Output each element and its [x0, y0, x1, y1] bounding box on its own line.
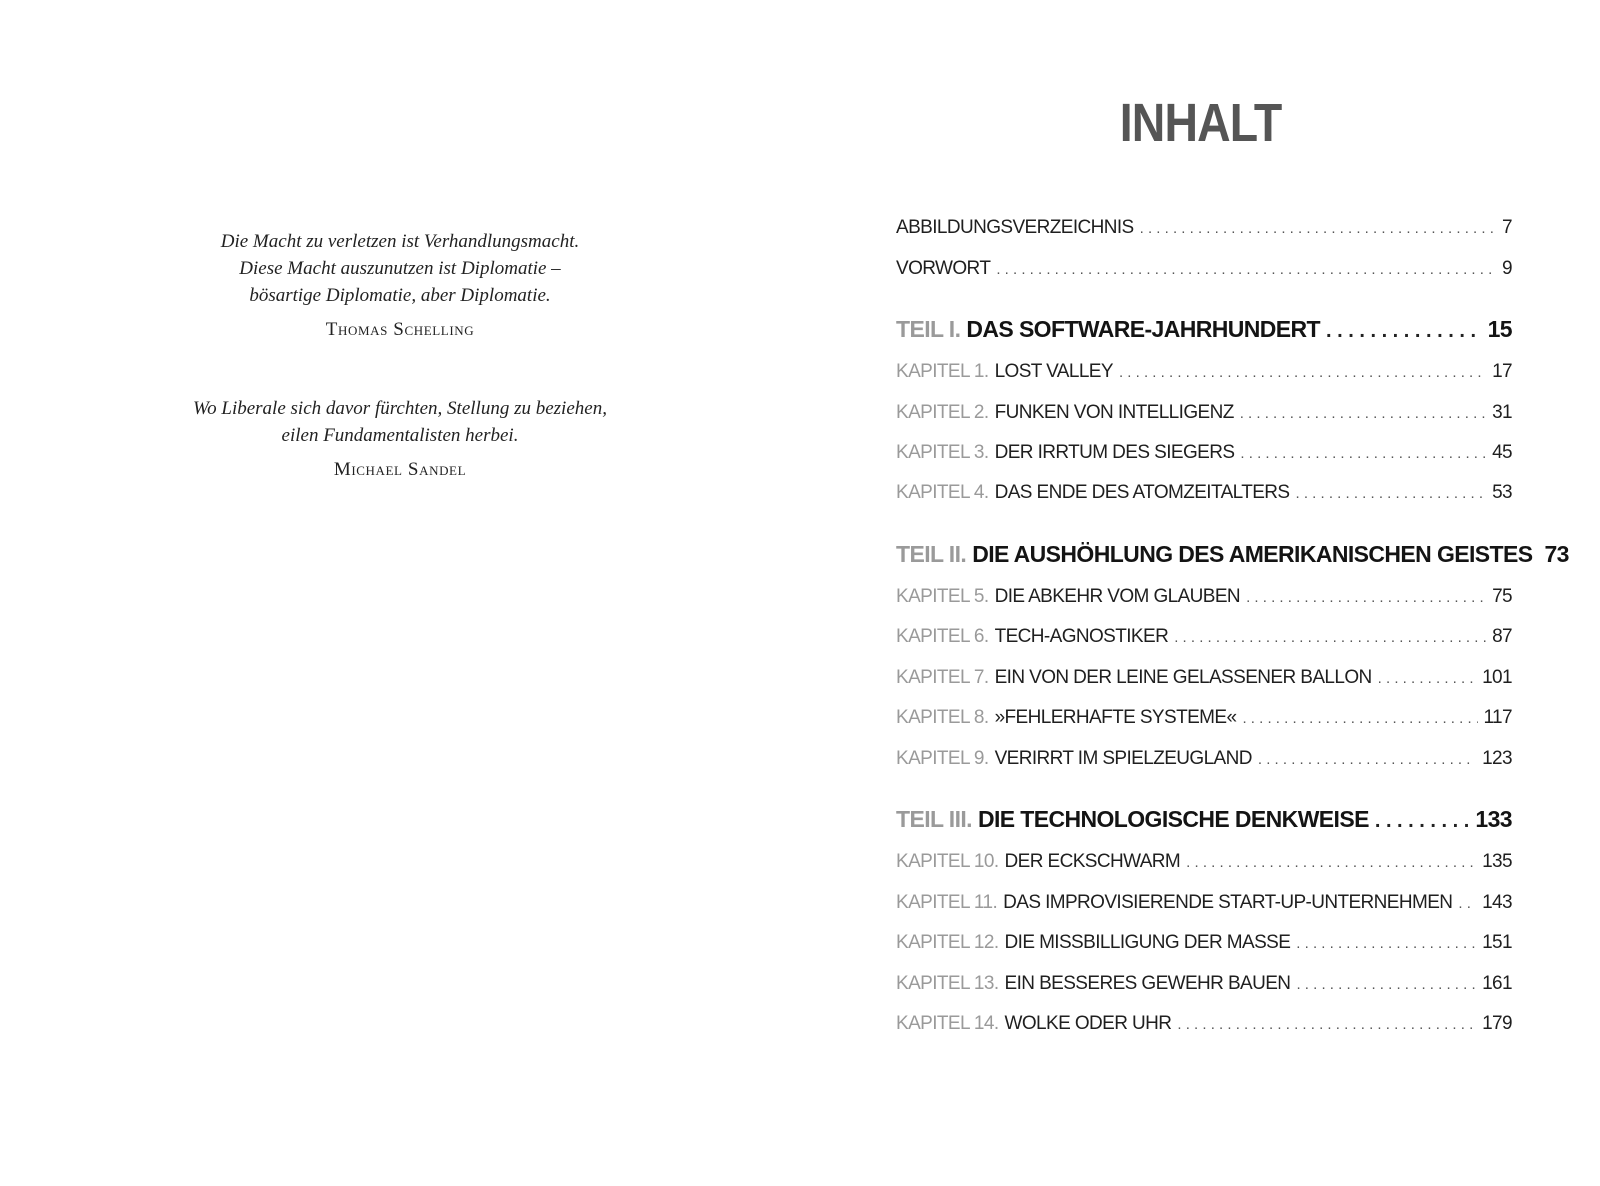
- toc-part[interactable]: [896, 316, 1512, 346]
- toc-chapter-prefix: KAPITEL 4.: [896, 482, 989, 503]
- toc-chapter-page: 179: [1482, 1013, 1512, 1034]
- toc-part-title: DIE AUSHÖHLUNG DES AMERIKANISCHEN GEISTES: [972, 541, 1533, 567]
- toc-part-page: 15: [1487, 316, 1512, 342]
- toc-part-prefix: TEIL III.: [896, 806, 972, 832]
- toc-chapter-page: 101: [1482, 667, 1512, 688]
- toc-chapter-title: DIE ABKEHR VOM GLAUBEN: [994, 586, 1241, 607]
- toc-chapter-title: FUNKEN VON INTELLIGENZ: [994, 402, 1234, 423]
- toc-chapter-title: DER ECKSCHWARM: [1004, 851, 1181, 872]
- toc-chapter[interactable]: [896, 482, 1512, 508]
- toc-chapter-title: VERIRRT IM SPIELZEUGLAND: [994, 748, 1252, 769]
- toc-chapter[interactable]: [896, 1013, 1512, 1039]
- toc-chapter[interactable]: [896, 442, 1512, 468]
- quote-author: Thomas Schelling: [325, 319, 475, 340]
- dot-leader: [1177, 1016, 1476, 1033]
- toc-part-title: DIE TECHNOLOGISCHE DENKWEISE: [977, 806, 1369, 832]
- toc-chapter-title: LOST VALLEY: [994, 361, 1113, 382]
- toc-chapter-page: 135: [1482, 851, 1512, 872]
- toc-part[interactable]: [896, 806, 1512, 836]
- toc-chapter-title: »FEHLERHAFTE SYSTEME«: [994, 707, 1237, 728]
- toc-entry-page: 9: [1502, 258, 1512, 279]
- toc-chapter-prefix: KAPITEL 12.: [896, 932, 999, 953]
- toc-chapter-page: 75: [1492, 586, 1512, 607]
- toc-part[interactable]: [896, 541, 1569, 571]
- toc-part-page: 133: [1475, 806, 1512, 832]
- toc-chapter-page: 117: [1483, 707, 1512, 728]
- toc-chapter-title: DAS ENDE DES ATOMZEITALTERS: [994, 482, 1290, 503]
- toc-chapter-prefix: KAPITEL 8.: [896, 707, 989, 728]
- toc-part-title: DAS SOFTWARE-JAHRHUNDERT: [966, 316, 1320, 342]
- toc-chapter-title: WOLKE ODER UHR: [1004, 1013, 1172, 1034]
- toc-entry[interactable]: [896, 258, 1512, 284]
- right-page: [800, 0, 1600, 1186]
- toc-chapter-prefix: KAPITEL 11.: [896, 892, 998, 913]
- toc-chapter-title: DAS IMPROVISIERENDE START-UP-UNTERNEHMEN: [1003, 892, 1453, 913]
- quote-author: Michael Sandel: [333, 459, 467, 480]
- dot-leader: [1296, 935, 1476, 952]
- quote-line: Die Macht zu verletzen ist Verhandlungsmacht.: [220, 231, 580, 252]
- dot-leader: [1296, 976, 1476, 993]
- toc-chapter-prefix: KAPITEL 6.: [896, 626, 989, 647]
- toc-chapter-page: 143: [1482, 892, 1512, 913]
- toc-part-prefix: TEIL I.: [896, 316, 961, 342]
- toc-chapter-prefix: KAPITEL 5.: [896, 586, 989, 607]
- toc-chapter-prefix: KAPITEL 13.: [896, 973, 999, 994]
- dot-leader: [1240, 405, 1486, 422]
- dot-leader: [1140, 220, 1496, 237]
- dot-leader: [1258, 751, 1476, 768]
- toc-chapter-page: 45: [1492, 442, 1512, 463]
- toc-chapter[interactable]: [896, 851, 1512, 877]
- toc-chapter-title: EIN VON DER LEINE GELASSENER BALLON: [994, 667, 1372, 688]
- toc-chapter[interactable]: [896, 667, 1512, 693]
- toc-entry-page: 7: [1502, 217, 1512, 238]
- toc-chapter-title: DIE MISSBILLIGUNG DER MASSE: [1004, 932, 1291, 953]
- quote-line: eilen Fundamentalisten herbei.: [281, 425, 519, 446]
- toc-chapter-prefix: KAPITEL 9.: [896, 748, 989, 769]
- toc-entry-title: VORWORT: [896, 258, 991, 279]
- dot-leader: [1378, 670, 1476, 687]
- toc-chapter[interactable]: [896, 402, 1512, 428]
- dot-leader: [1458, 895, 1476, 912]
- quote-line: Diese Macht auszunutzen ist Diplomatie –: [239, 258, 561, 279]
- dot-leader: [1186, 854, 1476, 871]
- dot-leader: [1240, 445, 1486, 462]
- toc-entry[interactable]: [896, 217, 1512, 243]
- toc-chapter-page: 17: [1492, 361, 1512, 382]
- toc-chapter[interactable]: [896, 626, 1512, 652]
- toc-chapter[interactable]: [896, 892, 1512, 918]
- epigraph-sandel: [0, 395, 800, 481]
- toc-chapter[interactable]: [896, 973, 1512, 999]
- toc-chapter-page: 53: [1492, 482, 1512, 503]
- dot-leader: [1375, 810, 1470, 833]
- toc-part-prefix: TEIL II.: [896, 541, 967, 567]
- toc-chapter-prefix: KAPITEL 2.: [896, 402, 989, 423]
- epigraph-schelling: [0, 228, 800, 341]
- quote-line: Wo Liberale sich davor fürchten, Stellung zu beziehen,: [193, 398, 607, 419]
- toc-chapter-page: 87: [1492, 626, 1512, 647]
- toc-chapter-prefix: KAPITEL 7.: [896, 667, 989, 688]
- toc-chapter[interactable]: [896, 932, 1512, 958]
- toc-chapter-prefix: KAPITEL 14.: [896, 1013, 999, 1034]
- toc-chapter-title: TECH-AGNOSTIKER: [994, 626, 1169, 647]
- dot-leader: [1242, 710, 1477, 727]
- toc-title: INHALT: [1119, 93, 1282, 153]
- toc-chapter[interactable]: [896, 707, 1512, 733]
- dot-leader: [1119, 364, 1486, 381]
- toc-chapter-page: 31: [1492, 402, 1512, 423]
- toc-chapter[interactable]: [896, 748, 1512, 774]
- toc-chapter-title: DER IRRTUM DES SIEGERS: [994, 442, 1235, 463]
- dot-leader: [1246, 589, 1486, 606]
- toc-chapter-prefix: KAPITEL 1.: [896, 361, 989, 382]
- dot-leader: [1174, 629, 1486, 646]
- toc-chapter-page: 161: [1482, 973, 1512, 994]
- toc-chapter-title: EIN BESSERES GEWEHR BAUEN: [1004, 973, 1291, 994]
- dot-leader: [1295, 485, 1486, 502]
- toc-chapter-prefix: KAPITEL 10.: [896, 851, 999, 872]
- dot-leader: [996, 261, 1496, 278]
- quote-line: bösartige Diplomatie, aber Diplomatie.: [249, 285, 551, 306]
- toc-chapter-page: 151: [1482, 932, 1512, 953]
- toc-chapter-page: 123: [1482, 748, 1512, 769]
- toc-chapter-prefix: KAPITEL 3.: [896, 442, 989, 463]
- toc-entry-title: ABBILDUNGSVERZEICHNIS: [896, 217, 1134, 238]
- toc-chapter[interactable]: [896, 361, 1512, 387]
- dot-leader: [1326, 320, 1482, 343]
- toc-part-page: 73: [1544, 541, 1569, 567]
- toc-chapter[interactable]: [896, 586, 1512, 612]
